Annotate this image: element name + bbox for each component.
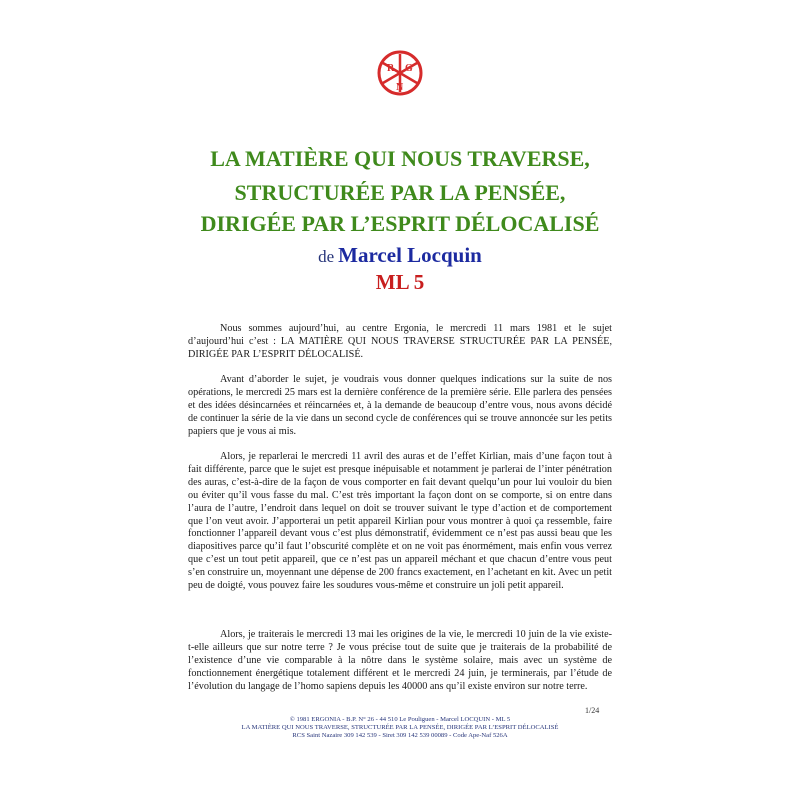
- title-line-3: DIRIGÉE PAR L’ESPRIT DÉLOCALISÉ: [200, 211, 600, 236]
- paragraph-3: [188, 451, 612, 593]
- footer: [188, 716, 612, 741]
- title-line-2: STRUCTURÉE PAR LA PENSÉE,: [234, 180, 566, 205]
- page-number: 1/24: [585, 706, 600, 715]
- logo-letter-r: R: [387, 63, 395, 74]
- title-line-1: LA MATIÈRE QUI NOUS TRAVERSE,: [210, 146, 590, 171]
- author-name: Marcel Locquin: [338, 243, 482, 267]
- document-code: ML 5: [375, 270, 425, 294]
- footer-line-1: © 1981 ERGONIA - B.P. N° 26 - 44 510 Le Pouliguen - Marcel LOCQUIN - ML 5: [289, 716, 511, 723]
- paragraph-text: Avant d’aborder le sujet, je voudrais vous donner quelques indications sur la suite de nos opérations, le mercredi 25 mars est la dernière conférence de la première série. Elle parlera des pensées et des idées désincarnées et réincarnées et, à la demande de beaucoup d’entre vous, nous avons décidé de continuer la série de la vie dans un second cycle de conférences qui se trouve annoncée sur les petits papiers que je vous ai mis.: [188, 374, 612, 437]
- paragraph-text: Alors, je reparlerai le mercredi 11 avril des auras et de l’effet Kirlian, mais d’une façon tout à fait différente, parce que le sujet est presque inépuisable et notamment je parlerai de l’inter pénétration des auras, c’est-à-dire de la façon de vous comporter en fait devant quelqu’un pour lui vouloir du bien ou éviter qu’il vous fasse du mal. C’est très important la façon dont on se comporte, si on entre dans l’aura de l’autre, l’endroit dans lequel on doit se trouver suivant le type d’action et de comportement que l’on veut avoir. J’apporterai un petit appareil Kirlian pour vous montrer à quoi ça ressemble, faire fonctionner l’appareil devant vous c’est plus démonstratif, évidemment ce n’est pas aussi beau que les diapositives parce qu’il faut l’obscurité complète et on ne voit pas énormément, mais enfin vous verrez que c’est un tout petit appareil, que ce n’est pas un appareil méchant et que chacun d’entre vous peut s’en construire un, moyennant une dépense de 200 francs exactement, en l’achetant en kit. Avec un petit peu de doigté, vous pouvez faire les soudures vous-même et construire un joli petit appareil.: [188, 451, 612, 592]
- footer-line-3: RCS Saint Nazaire 309 142 539 - Siret 309 142 539 00089 - Code Ape-Naf 526A: [292, 732, 508, 740]
- paragraph-1: [188, 323, 612, 362]
- paragraph-4: [188, 629, 612, 694]
- paragraph-text: Nous sommes aujourd’hui, au centre Ergonia, le mercredi 11 mars 1981 et le sujet d’aujourd’hui c’est : LA MATIÈRE QUI NOUS TRAVERSE STRUCTURÉE PAR LA PENSÉE, DIRIGÉE PAR L’ESPRIT DÉLOCALISÉ.: [188, 323, 612, 360]
- byline-prefix: de: [318, 247, 335, 266]
- logo-letter-g: G: [405, 63, 413, 74]
- footer-line-2: LA MATIÈRE QUI NOUS TRAVERSE, STRUCTURÉE PAR LA PENSÉE, DIRIGÉE PAR L’ESPRIT DÉLOCALISÉ: [241, 724, 559, 732]
- paragraph-2: [188, 374, 612, 439]
- logo-letter-n: N: [396, 82, 404, 93]
- byline: [0, 243, 800, 268]
- rgn-circle-logo-icon: [375, 48, 425, 98]
- paragraph-text: Alors, je traiterais le mercredi 13 mai les origines de la vie, le mercredi 10 juin de la vie existe-t-elle ailleurs que sur notre terre ? Je vous précise tout de suite que je traiterais de la probabilité de l’existence d’une vie comparable à la nôtre dans le système solaire, mais avec un système de fonctionnement énergétique totalement différent et le mercredi 24 juin, je terminerais, par l’étude de l’évolution du langage de l’homo sapiens depuis les 40000 ans qu’il existe environ sur notre terre.: [188, 629, 612, 692]
